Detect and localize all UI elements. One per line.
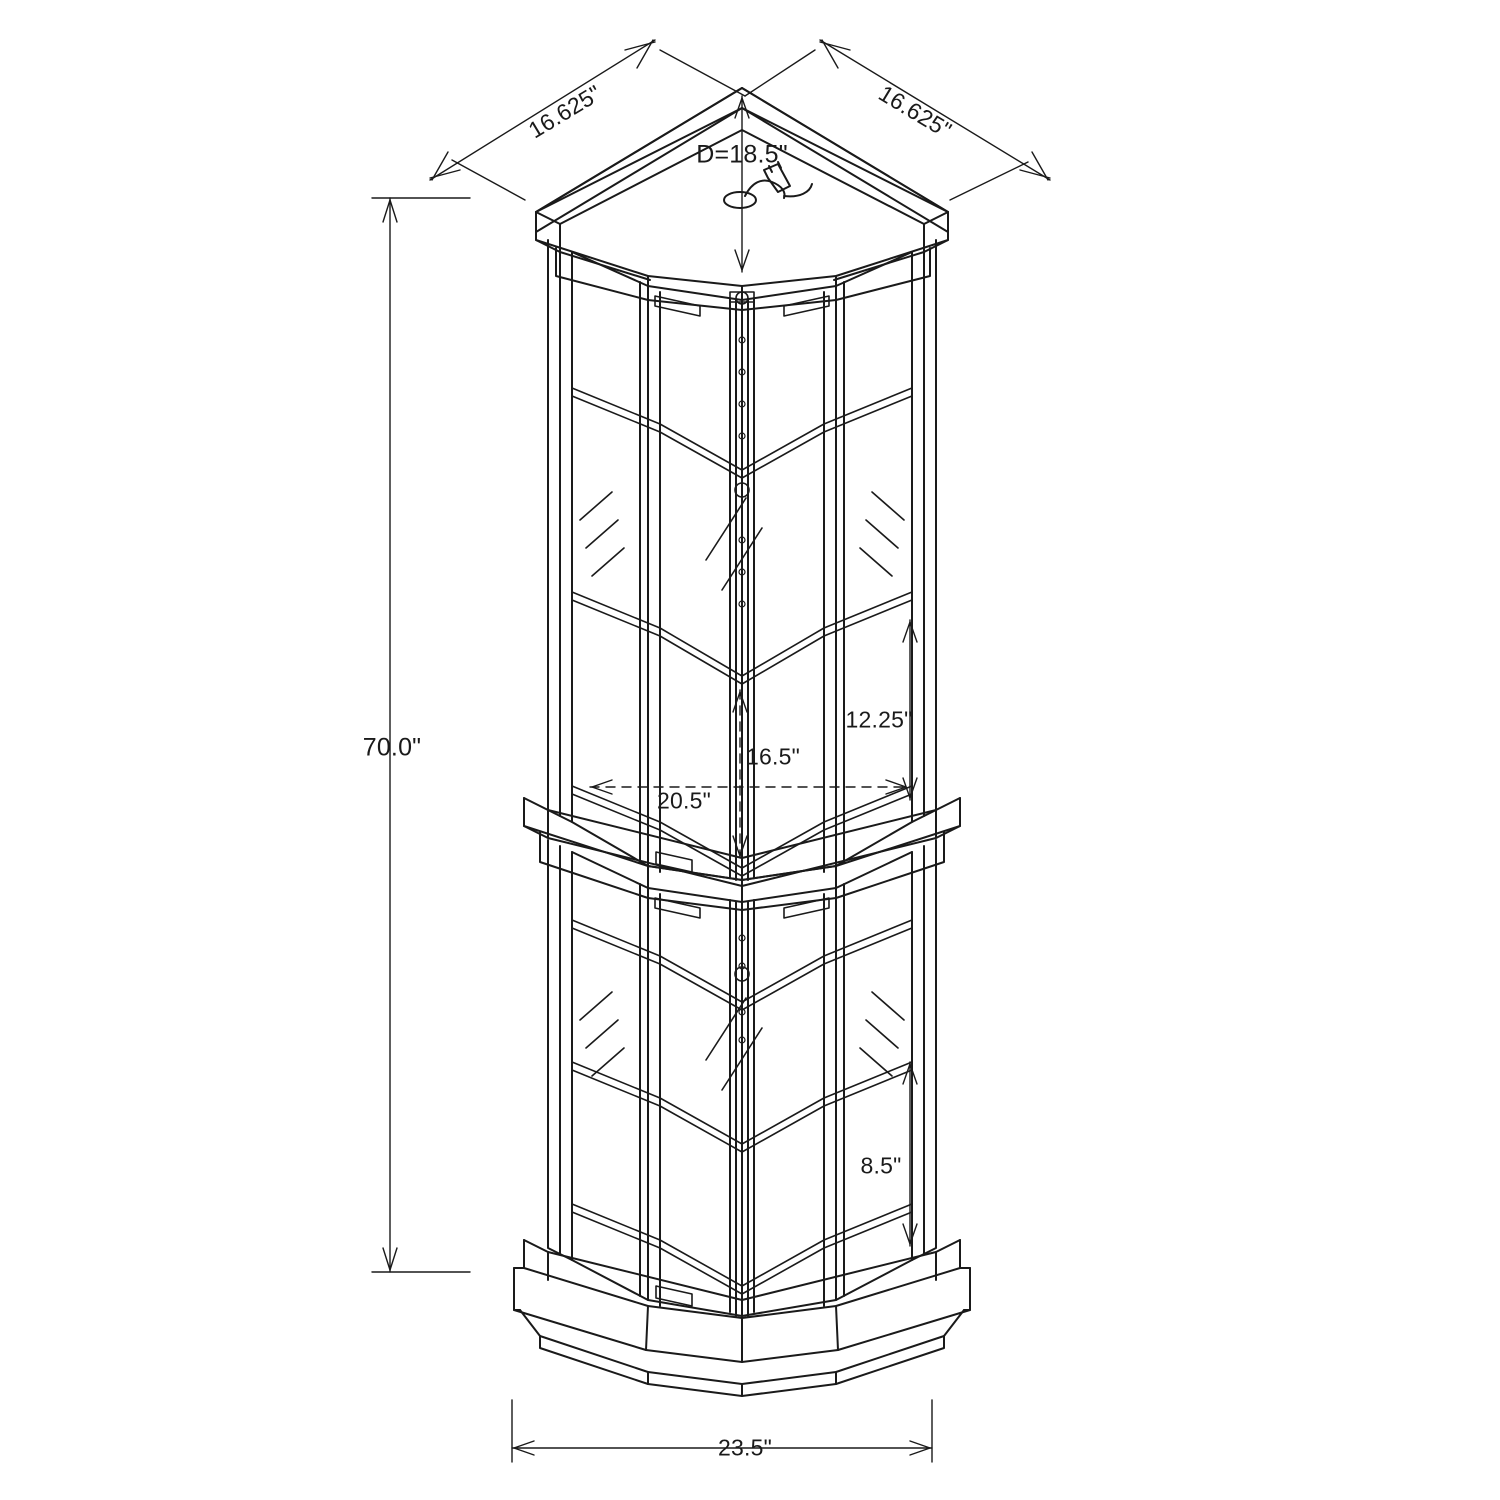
lower-cabinet-frame xyxy=(548,840,936,1316)
dim-label-height: 70.0" xyxy=(362,733,422,762)
dim-label-lower-side-shelf-gap: 8.5" xyxy=(860,1152,902,1179)
dim-label-upper-interior-height: 16.5" xyxy=(746,743,800,770)
dim-label-depth: D=18.5" xyxy=(696,140,788,169)
dim-label-upper-side-shelf-gap: 12.25" xyxy=(845,706,913,733)
dim-label-left-top-facet: 16.625" xyxy=(523,79,606,144)
dim-label-right-top-facet: 16.625" xyxy=(874,79,957,144)
dimension-lines xyxy=(372,40,1050,1462)
dim-label-interior-width: 20.5" xyxy=(657,787,711,814)
dim-label-overall-width: 23.5" xyxy=(718,1434,772,1461)
